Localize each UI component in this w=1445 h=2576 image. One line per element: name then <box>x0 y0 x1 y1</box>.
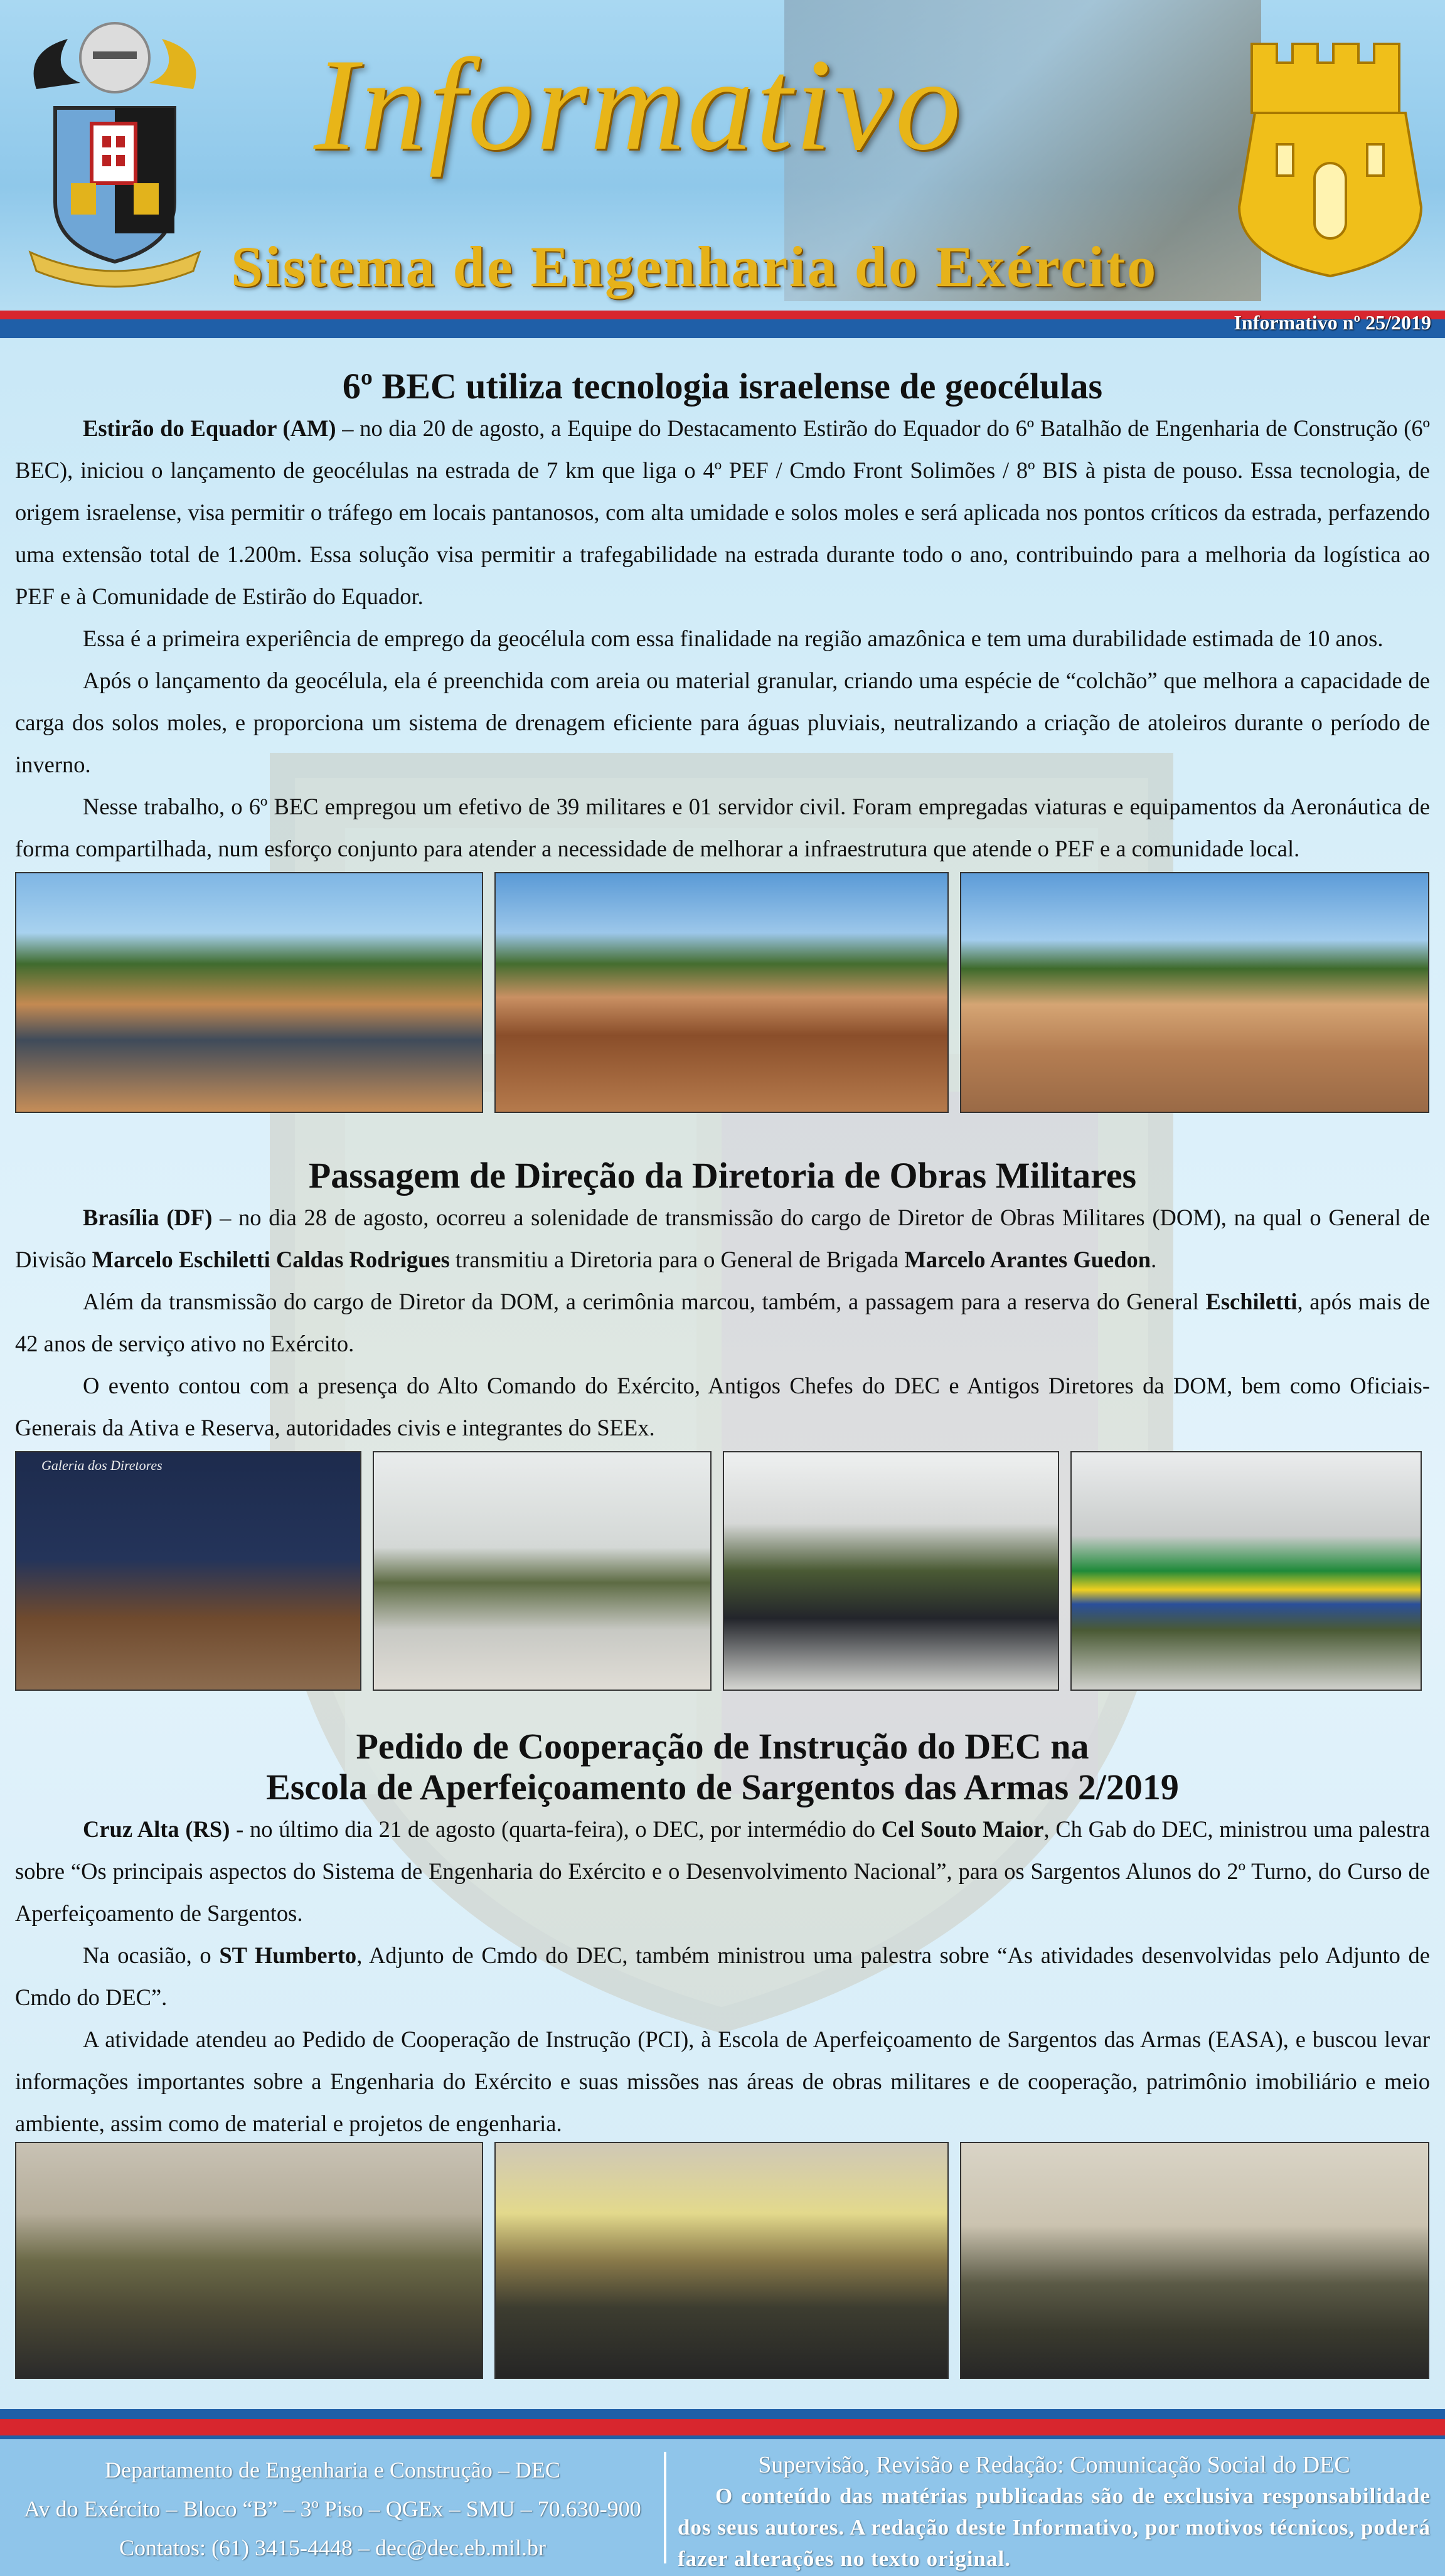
paragraph-text: Além da transmissão do cargo de Diretor da DOM, a cerimônia marcou, também, a passagem para a reserva do General <box>83 1288 1206 1314</box>
article-paragraph: O evento contou com a presença do Alto Comando do Exército, Antigos Chefes do DEC e Antigos Diretores da DOM, bem como Oficiais-Generais da Ativa e Reserva, autoridades civis e integrantes do SEEx. <box>15 1372 1430 1440</box>
article-paragraph <box>15 1196 1430 1280</box>
paragraph-text: , Adjunto de Cmdo do DEC, também ministrou uma palestra sobre “As atividades desenvolvidas pelo Adjunto de Cmdo do DEC”. <box>15 1942 1431 2010</box>
paragraph-text: , Ch Gab do DEC, ministrou uma palestra sobre “Os principais aspectos do Sistema de Engenharia do Exército e o Desenvolvimento Nacional”, para os Sargentos Alunos do 2º Turno, do Curso de Aperfeiçoamento de Sargentos. <box>15 1816 1431 1926</box>
photo-row-geocelulas <box>15 872 1429 1113</box>
footer-contact <box>0 2451 665 2567</box>
article-paragraph <box>15 407 1430 617</box>
person-name: Marcelo Arantes Guedon <box>904 1246 1151 1272</box>
footer-disclaimer: O conteúdo das matérias publicadas são de exclusiva responsabilidade dos seus autores. A redação deste Informativo, por motivos técnicos, poderá fazer alterações no texto original. <box>678 2484 1431 2571</box>
article-paragraph: Essa é a primeira experiência de emprego da geocélula com essa finalidade na região amazônica e tem uma durabilidade estimada de 10 anos. <box>83 625 1384 651</box>
issue-number: Informativo nº 25/2019 <box>1234 311 1431 334</box>
title-line: Pedido de Cooperação de Instrução do DEC na <box>356 1726 1089 1767</box>
footer-address: Av do Exército – Bloco “B” – 3º Piso – QGEx – SMU – 70.630-900 <box>24 2496 641 2521</box>
paragraph-text: transmitiu a Diretoria para o General de Brigada <box>449 1246 905 1272</box>
article-paragraph: Nesse trabalho, o 6º BEC empregou um efetivo de 39 militares e 01 servidor civil. Foram empregadas viaturas e equipamentos da Aeronáutica de forma compartilhada, num esforço conjunto para atender a necessidade de melhorar a infraestrutura que atende o PEF e a comunidade local. <box>15 793 1430 861</box>
article-dom <box>15 1156 1430 1449</box>
paragraph-text: . <box>1151 1246 1157 1272</box>
photo-caption: Galeria dos Diretores <box>41 1457 163 1473</box>
footer-divider <box>664 2452 666 2563</box>
footer-blue-stripe <box>0 2409 1445 2419</box>
header-title: Informativo <box>314 32 964 178</box>
photo-geocell-field <box>494 872 949 1113</box>
article-paragraph <box>15 1280 1430 1365</box>
castle-icon <box>1227 19 1434 289</box>
article-easa <box>15 1727 1430 2144</box>
article-title: 6º BEC utiliza tecnologia israelense de geocélulas <box>342 366 1103 407</box>
article-paragraph: A atividade atendeu ao Pedido de Cooperação de Instrução (PCI), à Escola de Aperfeiçoamento de Sargentos das Armas (EASA), e buscou levar informações importantes sobre a Engenharia do Exército e suas missões nas áreas de obras militares e de cooperação, patrimônio imobiliário e meio ambiente, assim como de material e projetos de engenharia. <box>15 2026 1430 2136</box>
footer-red-stripe <box>0 2419 1445 2435</box>
photo-row-dom <box>15 1451 1422 1691</box>
photo-row-easa <box>15 2142 1429 2379</box>
person-name: Marcelo Eschiletti Caldas Rodrigues <box>92 1246 450 1272</box>
paragraph-text: Na ocasião, o <box>83 1942 220 1968</box>
photo-gallery-directors <box>15 1451 361 1691</box>
person-name: Cel Souto Maior <box>881 1816 1044 1842</box>
photo-audience <box>960 2142 1429 2379</box>
paragraph-text: – no dia 28 de agosto, ocorreu a solenidade de transmissão do cargo de Diretor de Obras Militares (DOM), na qual o General de Divisão <box>15 1204 1430 1272</box>
photo-ceremony-hall <box>373 1451 712 1691</box>
paragraph-text: , após mais de 42 anos de serviço ativo no Exército. <box>15 1288 1430 1356</box>
article-paragraph <box>15 1934 1430 2018</box>
photo-generals-reading <box>723 1451 1059 1691</box>
footer-credits <box>678 2449 1431 2575</box>
article-paragraph <box>15 1808 1430 1934</box>
photo-bulldozer <box>960 872 1429 1113</box>
photo-auditorium <box>494 2142 949 2379</box>
location-lead: Estirão do Equador (AM) <box>83 415 336 441</box>
footer-supervision: Supervisão, Revisão e Redação: Comunicação Social do DEC <box>758 2452 1350 2478</box>
header-banner <box>0 0 1445 311</box>
photo-geocell-workers <box>15 872 483 1113</box>
article-paragraph: Após o lançamento da geocélula, ela é preenchida com areia ou material granular, criando uma espécie de “colchão” que melhora a capacidade de carga dos solos moles, e proporciona um sistema de drenagem eficiente para águas pluviais, neutralizando a criação de atoleiros durante o período de inverno. <box>15 667 1430 777</box>
crest-icon <box>11 14 218 290</box>
header-subtitle: Sistema de Engenharia do Exército <box>231 235 1158 299</box>
person-name: ST Humberto <box>219 1942 357 1968</box>
header-blue-stripe <box>0 319 1445 338</box>
article-title: Passagem de Direção da Diretoria de Obras Militares <box>308 1155 1137 1196</box>
footer-contacts: Contatos: (61) 3415-4448 – dec@dec.eb.mil.br <box>119 2535 546 2560</box>
location-lead: Cruz Alta (RS) <box>83 1816 230 1842</box>
photo-flag-ceremony <box>1070 1451 1422 1691</box>
location-lead: Brasília (DF) <box>83 1204 213 1230</box>
footer <box>0 2439 1445 2576</box>
person-name: Eschiletti <box>1205 1288 1298 1314</box>
article-title <box>15 1727 1430 1808</box>
footer-department: Departamento de Engenharia e Construção – DEC <box>105 2457 560 2483</box>
header-red-stripe <box>0 311 1445 319</box>
photo-speaker <box>15 2142 483 2379</box>
paragraph-text: - no último dia 21 de agosto (quarta-feira), o DEC, por intermédio do <box>230 1816 882 1842</box>
paragraph-text: – no dia 20 de agosto, a Equipe do Destacamento Estirão do Equador do 6º Batalhão de Engenharia de Construção (6º BEC), iniciou o lançamento de geocélulas na estrada de 7 km que liga o 4º PEF / Cmdo Front Solimões / 8º BIS à pista de pouso. Essa tecnologia, de origem israelense, visa permitir o tráfego em locais pantanosos, com alta umidade e solos moles e será aplicada nos pontos críticos da estrada, perfazendo uma extensão total de 1.200m. Essa solução visa permitir a trafegabilidade na estrada durante todo o ano, contribuindo para a melhoria da logística ao PEF e à Comunidade de Estirão do Equador. <box>15 415 1431 609</box>
title-line: Escola de Aperfeiçoamento de Sargentos das Armas 2/2019 <box>266 1766 1179 1807</box>
article-geocelulas <box>15 366 1430 870</box>
